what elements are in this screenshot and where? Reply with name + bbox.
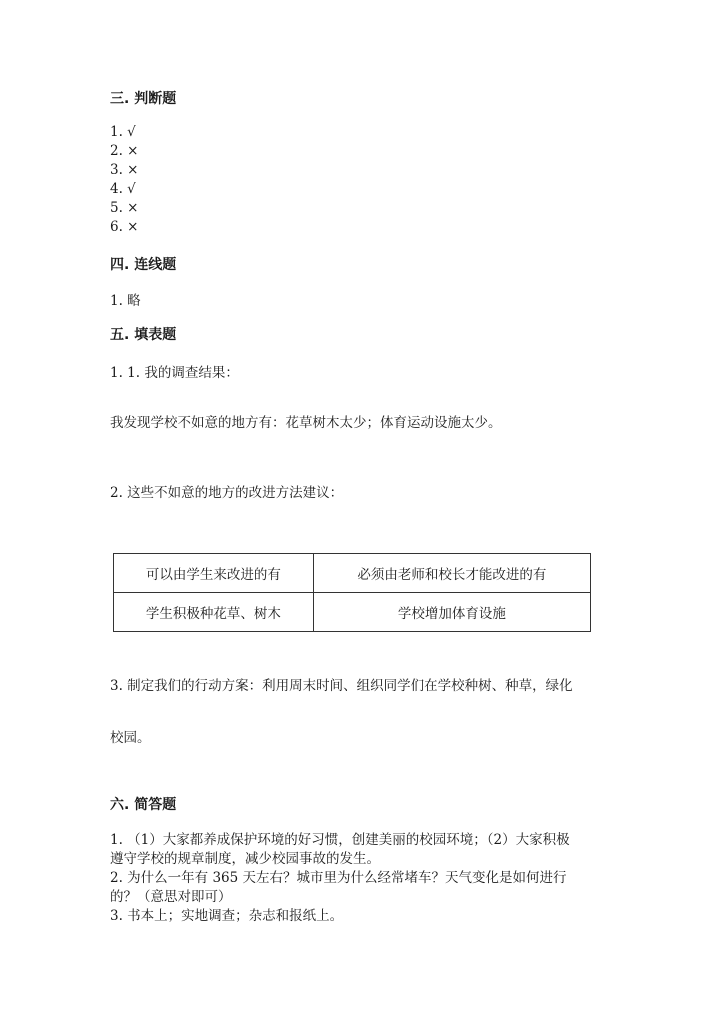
answer-item: 6. × xyxy=(110,219,139,235)
section-4-heading: 四. 连线题 xyxy=(110,257,177,273)
table-cell: 可以由学生来改进的有 xyxy=(114,554,314,593)
answer-item: 3. × xyxy=(110,162,139,178)
table-cell: 必须由老师和校长才能改进的有 xyxy=(313,554,590,593)
answer-item: 4. √ xyxy=(110,181,136,197)
table-cell: 学生积极种花草、树木 xyxy=(114,593,314,632)
table-row xyxy=(114,593,591,632)
answer-item: 5. × xyxy=(110,200,139,216)
improvement-table xyxy=(113,553,591,632)
section-3-heading: 三. 判断题 xyxy=(110,91,177,107)
survey-result-label: 1. 1. 我的调查结果： xyxy=(110,365,239,381)
short-answer-2-line-1: 2. 为什么一年有 365 天左右？城市里为什么经常堵车？天气变化是如何进行 xyxy=(110,870,567,886)
table-cell: 学校增加体育设施 xyxy=(313,593,590,632)
answer-item: 1. √ xyxy=(110,124,136,140)
short-answer-1-line-2: 遵守学校的规章制度，减少校园事故的发生。 xyxy=(110,851,380,867)
section-4-answer: 1. 略 xyxy=(110,293,141,309)
answer-item: 2. × xyxy=(110,143,139,159)
action-plan-line-1: 3. 制定我们的行动方案：利用周末时间、组织同学们在学校种树、种草，绿化 xyxy=(110,678,573,694)
true-false-answers xyxy=(110,123,138,237)
short-answer-2-line-2: 的？（意思对即可） xyxy=(110,889,232,905)
table-row xyxy=(114,554,591,593)
short-answer-1-line-1: 1. （1）大家都养成保护环境的好习惯，创建美丽的校园环境；（2）大家积极 xyxy=(110,832,570,848)
improvement-label: 2. 这些不如意的地方的改进方法建议： xyxy=(110,485,344,501)
action-plan-line-2: 校园。 xyxy=(110,730,151,746)
section-5-heading: 五. 填表题 xyxy=(110,327,177,343)
survey-result-answer: 我发现学校不如意的地方有：花草树木太少；体育运动设施太少。 xyxy=(110,415,502,431)
short-answer-3: 3. 书本上；实地调查；杂志和报纸上。 xyxy=(110,908,344,924)
section-6-heading: 六. 简答题 xyxy=(110,797,177,813)
